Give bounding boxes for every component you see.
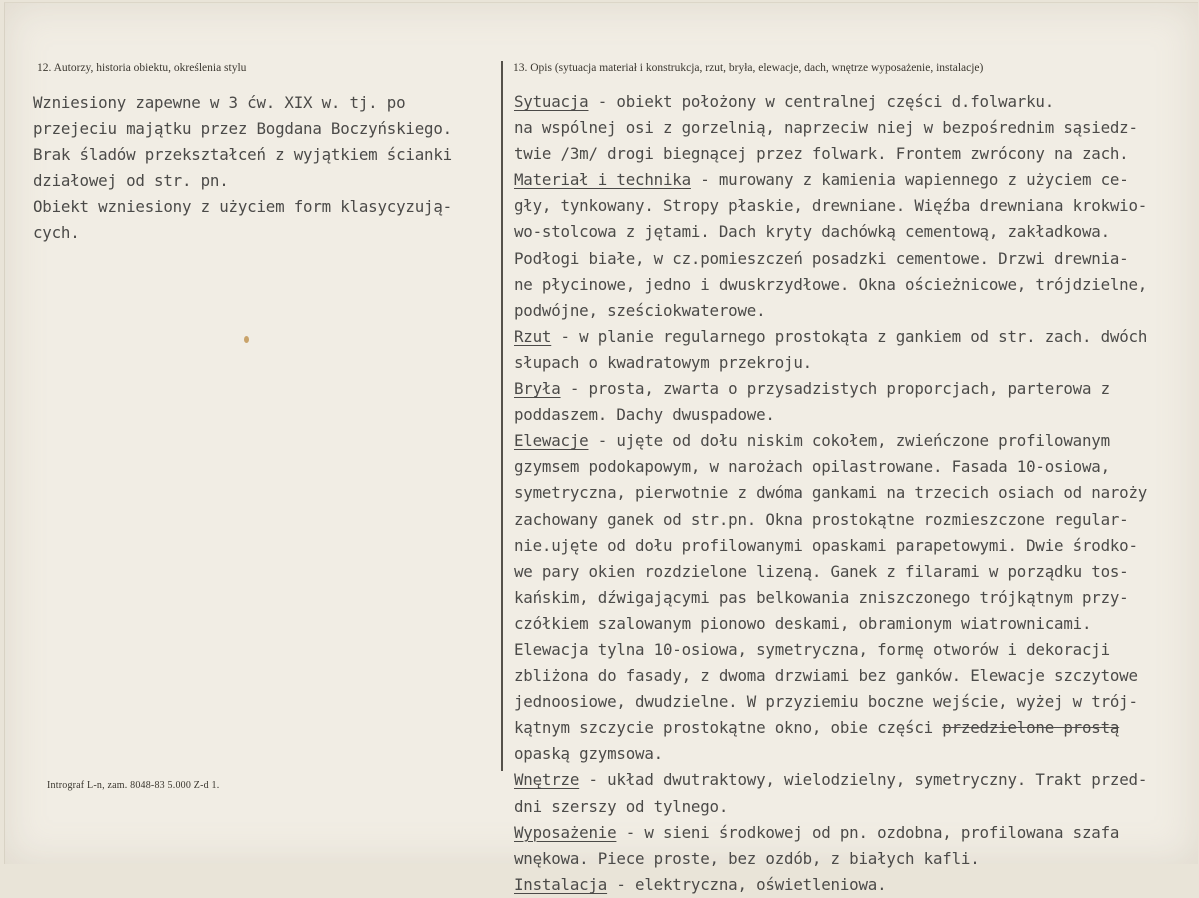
column-divider <box>501 61 503 771</box>
text-line <box>514 480 1147 506</box>
line-text: kańskim, dźwigającymi pas belkowania zniszczonego trójkątnym przy- <box>514 587 1129 607</box>
text-line <box>514 376 1147 402</box>
line-text: Podłogi białe, w cz.pomieszczeń posadzki cementowe. Drzwi drewnia- <box>514 248 1129 268</box>
line-text: na wspólnej osi z gorzelnią, naprzeciw niej w bezpośrednim sąsiedz- <box>514 118 1138 138</box>
text-line <box>514 820 1147 846</box>
text-line <box>514 559 1147 585</box>
right-section-heading: 13. Opis (sytuacja materiał i konstrukcja, rzut, bryła, elewacje, dach, wnętrze wyposażenie, instalacje) <box>513 62 984 74</box>
text-line: Wzniesiony zapewne w 3 ćw. XIX w. tj. po <box>33 93 406 112</box>
text-line: przejeciu majątku przez Bogdana Boczyńskiego. <box>33 119 452 139</box>
text-line <box>514 298 1147 324</box>
text-line <box>514 272 1147 298</box>
text-line <box>514 637 1147 663</box>
line-text: poddaszem. Dachy dwuspadowe. <box>514 405 775 425</box>
line-text: - układ dwutraktowy, wielodzielny, symetryczny. Trakt przed- <box>579 770 1148 790</box>
text-line: działowej od str. pn. <box>33 171 229 191</box>
line-text: podwójne, sześciokwaterowe. <box>514 300 766 320</box>
text-line <box>514 741 1147 767</box>
text-line <box>514 533 1147 559</box>
section-label: Rzut <box>514 326 552 346</box>
line-text: - w planie regularnego prostokąta z gankiem od str. zach. dwóch <box>551 326 1148 346</box>
line-text: dni szerszy od tylnego. <box>514 796 729 816</box>
section-label: Bryła <box>514 379 561 399</box>
section-label: Instalacja <box>514 874 608 894</box>
text-line <box>514 193 1147 219</box>
section-label: Wyposażenie <box>514 822 617 842</box>
text-line <box>514 872 1147 898</box>
line-text: wo-stolcowa z jętami. Dach kryty dachówką cementową, zakładkowa. <box>514 222 1110 242</box>
text-line: Obiekt wzniesiony z użyciem form klasycyzują- <box>33 197 452 217</box>
section-label: Wnętrze <box>514 770 580 790</box>
line-text: symetryczna, pierwotnie z dwóma gankami na trzecich osiach od naroży <box>514 483 1148 503</box>
line-text: czółkiem szalowanym pionowo deskami, obramionym wiatrownicami. <box>514 613 1092 633</box>
text-line <box>514 89 1147 115</box>
line-text: zbliżona do fasady, z dwoma drzwiami bez ganków. Elewacje szczytowe <box>514 666 1138 686</box>
text-line <box>514 715 1147 741</box>
line-text: - ujęte od dołu niskim cokołem, zwieńczone profilowanym <box>588 431 1110 451</box>
text-line <box>514 611 1147 637</box>
text-line <box>514 115 1147 141</box>
print-footer: Intrograf L-n, zam. 8048-83 5.000 Z-d 1. <box>47 780 220 791</box>
text-line <box>514 585 1147 611</box>
text-line <box>514 402 1147 428</box>
text-line: Brak śladów przekształceń z wyjątkiem ścianki <box>33 145 452 165</box>
left-section-text <box>33 90 452 247</box>
text-line <box>514 324 1147 350</box>
line-text: opaską gzymsowa. <box>514 744 663 764</box>
line-text: gły, tynkowany. Stropy płaskie, drewniane. Więźba drewniana krokwio- <box>514 196 1148 216</box>
line-text: twie /3m/ drogi biegnącej przez folwark. Frontem zwrócony na zach. <box>514 144 1129 164</box>
text-line <box>514 767 1147 793</box>
text-line <box>514 428 1147 454</box>
line-text: - w sieni środkowej od pn. ozdobna, profilowana szafa <box>616 822 1120 842</box>
line-text: Elewacja tylna 10-osiowa, symetryczna, formę otworów i dekoracji <box>514 639 1110 659</box>
paper-stain <box>244 336 249 343</box>
section-label: Sytuacja <box>514 92 589 111</box>
text-line <box>514 350 1147 376</box>
section-label: Elewacje <box>514 431 589 451</box>
text-line <box>514 663 1147 689</box>
left-section-heading: 12. Autorzy, historia obiektu, określenia stylu <box>37 62 247 74</box>
line-text: jednoosiowe, dwudzielne. W przyziemiu boczne wejście, wyżej w trój- <box>514 692 1138 712</box>
line-text: kątnym szczycie prostokątne okno, obie części <box>514 718 943 738</box>
text-line: cych. <box>33 223 80 243</box>
text-line <box>514 454 1147 480</box>
right-section-text <box>514 89 1147 898</box>
text-line <box>514 846 1147 872</box>
text-line <box>514 689 1147 715</box>
text-line <box>514 794 1147 820</box>
line-text: - elektryczna, oświetleniowa. <box>607 874 887 894</box>
text-line <box>514 507 1147 533</box>
document-page <box>4 2 1198 894</box>
line-text: gzymsem podokapowym, w narożach opilastrowane. Fasada 10-osiowa, <box>514 457 1110 477</box>
text-line <box>514 167 1147 193</box>
line-text: ne płycinowe, jedno i dwuskrzydłowe. Okna ościeżnicowe, trójdzielne, <box>514 274 1148 294</box>
text-line <box>514 246 1147 272</box>
section-label: Materiał i technika <box>514 170 691 190</box>
line-text: - obiekt położony w centralnej części d.folwarku. <box>588 92 1055 111</box>
line-text: - prosta, zwarta o przysadzistych proporcjach, parterowa z <box>560 379 1110 399</box>
line-text: - murowany z kamienia wapiennego z użyciem ce- <box>690 170 1129 190</box>
line-text: słupach o kwadratowym przekroju. <box>514 352 812 372</box>
line-text: nie.ujęte od dołu profilowanymi opaskami parapetowymi. Dwie środko- <box>514 535 1138 555</box>
struck-text: przedzielone prostą <box>942 718 1120 738</box>
text-line <box>514 219 1147 245</box>
line-text: wnękowa. Piece proste, bez ozdób, z białych kafli. <box>514 848 980 868</box>
text-line <box>514 141 1147 167</box>
line-text: zachowany ganek od str.pn. Okna prostokątne rozmieszczone regular- <box>514 509 1129 529</box>
line-text: we pary okien rozdzielone lizeną. Ganek z filarami w porządku tos- <box>514 561 1129 581</box>
